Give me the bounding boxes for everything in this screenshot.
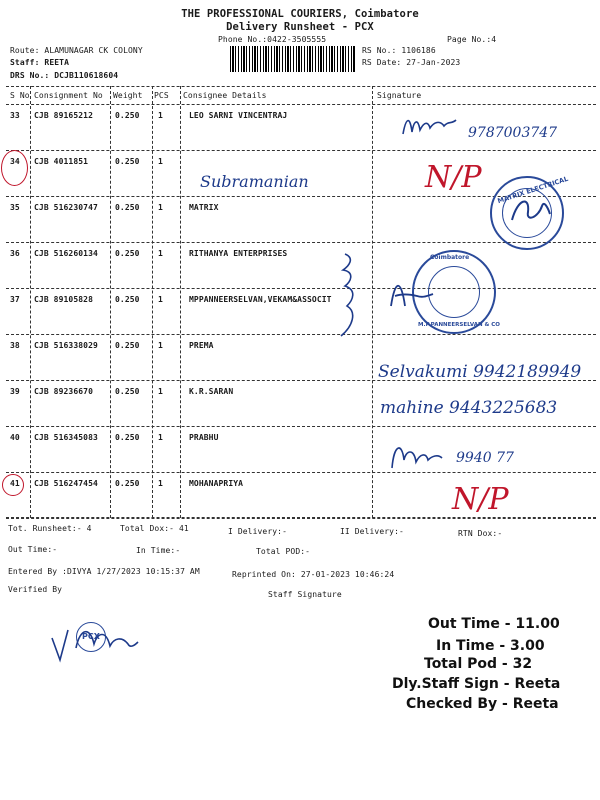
- divider: [6, 517, 596, 518]
- row-consignment: CJB 516247454: [34, 479, 98, 488]
- ii-delivery: II Delivery:-: [340, 527, 404, 536]
- col-pcs: PCS: [154, 91, 169, 100]
- handwritten-name-39b: mahine 9443225683: [380, 398, 558, 418]
- row-weight: 0.250: [115, 111, 140, 120]
- out-time: Out Time:-: [8, 545, 58, 554]
- footer-dly-staff-sign: Dly.Staff Sign - Reeta: [392, 676, 561, 692]
- divider: [6, 104, 596, 105]
- footer-in-time: In Time - 3.00: [436, 638, 545, 654]
- divider: [6, 86, 596, 87]
- row-sno: 40: [10, 433, 20, 442]
- row-sno: 37: [10, 295, 20, 304]
- not-present-34: N/P: [425, 160, 482, 195]
- row-sno: 41: [10, 479, 20, 488]
- red-circle-34: [1, 150, 28, 186]
- red-circle-41: [2, 474, 24, 496]
- company-name: THE PROFESSIONAL COURIERS, Coimbatore: [181, 8, 419, 20]
- staff: Staff: REETA: [10, 58, 69, 67]
- row-weight: 0.250: [115, 249, 140, 258]
- row-consignment: CJB 4011851: [34, 157, 89, 166]
- row-sno: 34: [10, 157, 20, 166]
- signature-row-40: [388, 438, 444, 474]
- row-consignee: MOHANAPRIYA: [189, 479, 244, 488]
- rs-date: RS Date: 27-Jan-2023: [362, 58, 461, 67]
- row-sno: 36: [10, 249, 20, 258]
- in-time: In Time:-: [136, 546, 181, 555]
- row-pcs: 1: [158, 249, 163, 258]
- col-consignment: Consignment No: [34, 91, 103, 100]
- row-pcs: 1: [158, 387, 163, 396]
- footer-out-time: Out Time - 11.00: [428, 616, 560, 632]
- verified-by: Verified By: [8, 585, 63, 594]
- row-sno: 35: [10, 203, 20, 212]
- row-consignment: CJB 516230747: [34, 203, 98, 212]
- row-consignee: K.R.SARAN: [189, 387, 234, 396]
- row-divider: [6, 334, 596, 335]
- row-weight: 0.250: [115, 157, 140, 166]
- i-delivery: I Delivery:-: [228, 527, 287, 536]
- entered-by: Entered By :DIVYA 1/27/2023 10:15:37 AM: [8, 567, 200, 576]
- row-divider: [6, 472, 596, 473]
- signature-row-37: [335, 250, 435, 342]
- row-consignee: MATRIX: [189, 203, 219, 212]
- row-consignment: CJB 89236670: [34, 387, 93, 396]
- row-consignee: MPPANNEERSELVAN,VEKAM&ASSOCIT: [189, 295, 332, 304]
- verified-signature: [50, 618, 140, 666]
- row-consignment: CJB 516345083: [34, 433, 98, 442]
- row-pcs: 1: [158, 295, 163, 304]
- handwritten-name-34: Subramanian: [200, 172, 309, 191]
- barcode: [230, 46, 355, 72]
- row-divider: [6, 518, 596, 519]
- total-dox: Total Dox:- 41: [120, 524, 189, 533]
- row-pcs: 1: [158, 341, 163, 350]
- row-weight: 0.250: [115, 479, 140, 488]
- route: Route: ALAMUNAGAR CK COLONY: [10, 46, 143, 55]
- col-sno: S No: [10, 91, 30, 100]
- col-weight: Weight: [113, 91, 143, 100]
- row-pcs: 1: [158, 157, 163, 166]
- row-pcs: 1: [158, 433, 163, 442]
- row-pcs: 1: [158, 111, 163, 120]
- row-consignee: PRABHU: [189, 433, 219, 442]
- row-weight: 0.250: [115, 387, 140, 396]
- row-weight: 0.250: [115, 433, 140, 442]
- row-consignment: CJB 89105828: [34, 295, 93, 304]
- row-consignee: LEO SARNI VINCENTRAJ: [189, 111, 288, 120]
- row-weight: 0.250: [115, 295, 140, 304]
- matrix-stamp: MATRIX ELECTRICAL: [490, 176, 564, 250]
- col-signature: Signature: [377, 91, 422, 100]
- panneerselvan-stamp: Coimbatore M.P.PANNEERSELVAN & CO: [412, 250, 496, 334]
- signature-row-33: [400, 112, 460, 140]
- pcx-stamp: PCX: [76, 622, 106, 652]
- signature-row-35: [508, 194, 552, 228]
- row-divider: [6, 150, 596, 151]
- handwritten-phone-33: 9787003747: [468, 125, 558, 141]
- row-divider: [6, 426, 596, 427]
- rs-number: RS No.: 1106186: [362, 46, 436, 55]
- row-consignment: CJB 516260134: [34, 249, 98, 258]
- footer-checked-by: Checked By - Reeta: [406, 696, 559, 712]
- row-divider: [6, 288, 596, 289]
- not-present-41: N/P: [452, 482, 509, 517]
- phone-number: Phone No.:0422-3505555: [218, 35, 327, 44]
- page-number: Page No.:4: [447, 35, 497, 44]
- row-pcs: 1: [158, 203, 163, 212]
- total-pod: Total POD:-: [256, 547, 311, 556]
- row-pcs: 1: [158, 479, 163, 488]
- rtn-dox: RTN Dox:-: [458, 529, 503, 538]
- handwritten-number-40: 9940 77: [456, 450, 514, 466]
- tot-runsheet: Tot. Runsheet:- 4: [8, 524, 92, 533]
- row-consignment: CJB 89165212: [34, 111, 93, 120]
- row-sno: 33: [10, 111, 20, 120]
- row-consignee: PREMA: [189, 341, 214, 350]
- row-sno: 39: [10, 387, 20, 396]
- handwritten-name-39a: Selvakumi 9942189949: [378, 362, 582, 382]
- row-sno: 38: [10, 341, 20, 350]
- row-consignee: RITHANYA ENTERPRISES: [189, 249, 288, 258]
- row-weight: 0.250: [115, 203, 140, 212]
- drs-number: DRS No.: DCJB110618604: [10, 71, 119, 80]
- reprinted-on: Reprinted On: 27-01-2023 10:46:24: [232, 570, 395, 579]
- row-consignment: CJB 516338029: [34, 341, 98, 350]
- row-weight: 0.250: [115, 341, 140, 350]
- col-consignee-details: Consignee Details: [183, 91, 267, 100]
- staff-signature: Staff Signature: [268, 590, 342, 599]
- document-title: Delivery Runsheet - PCX: [226, 21, 374, 33]
- footer-total-pod: Total Pod - 32: [424, 656, 533, 672]
